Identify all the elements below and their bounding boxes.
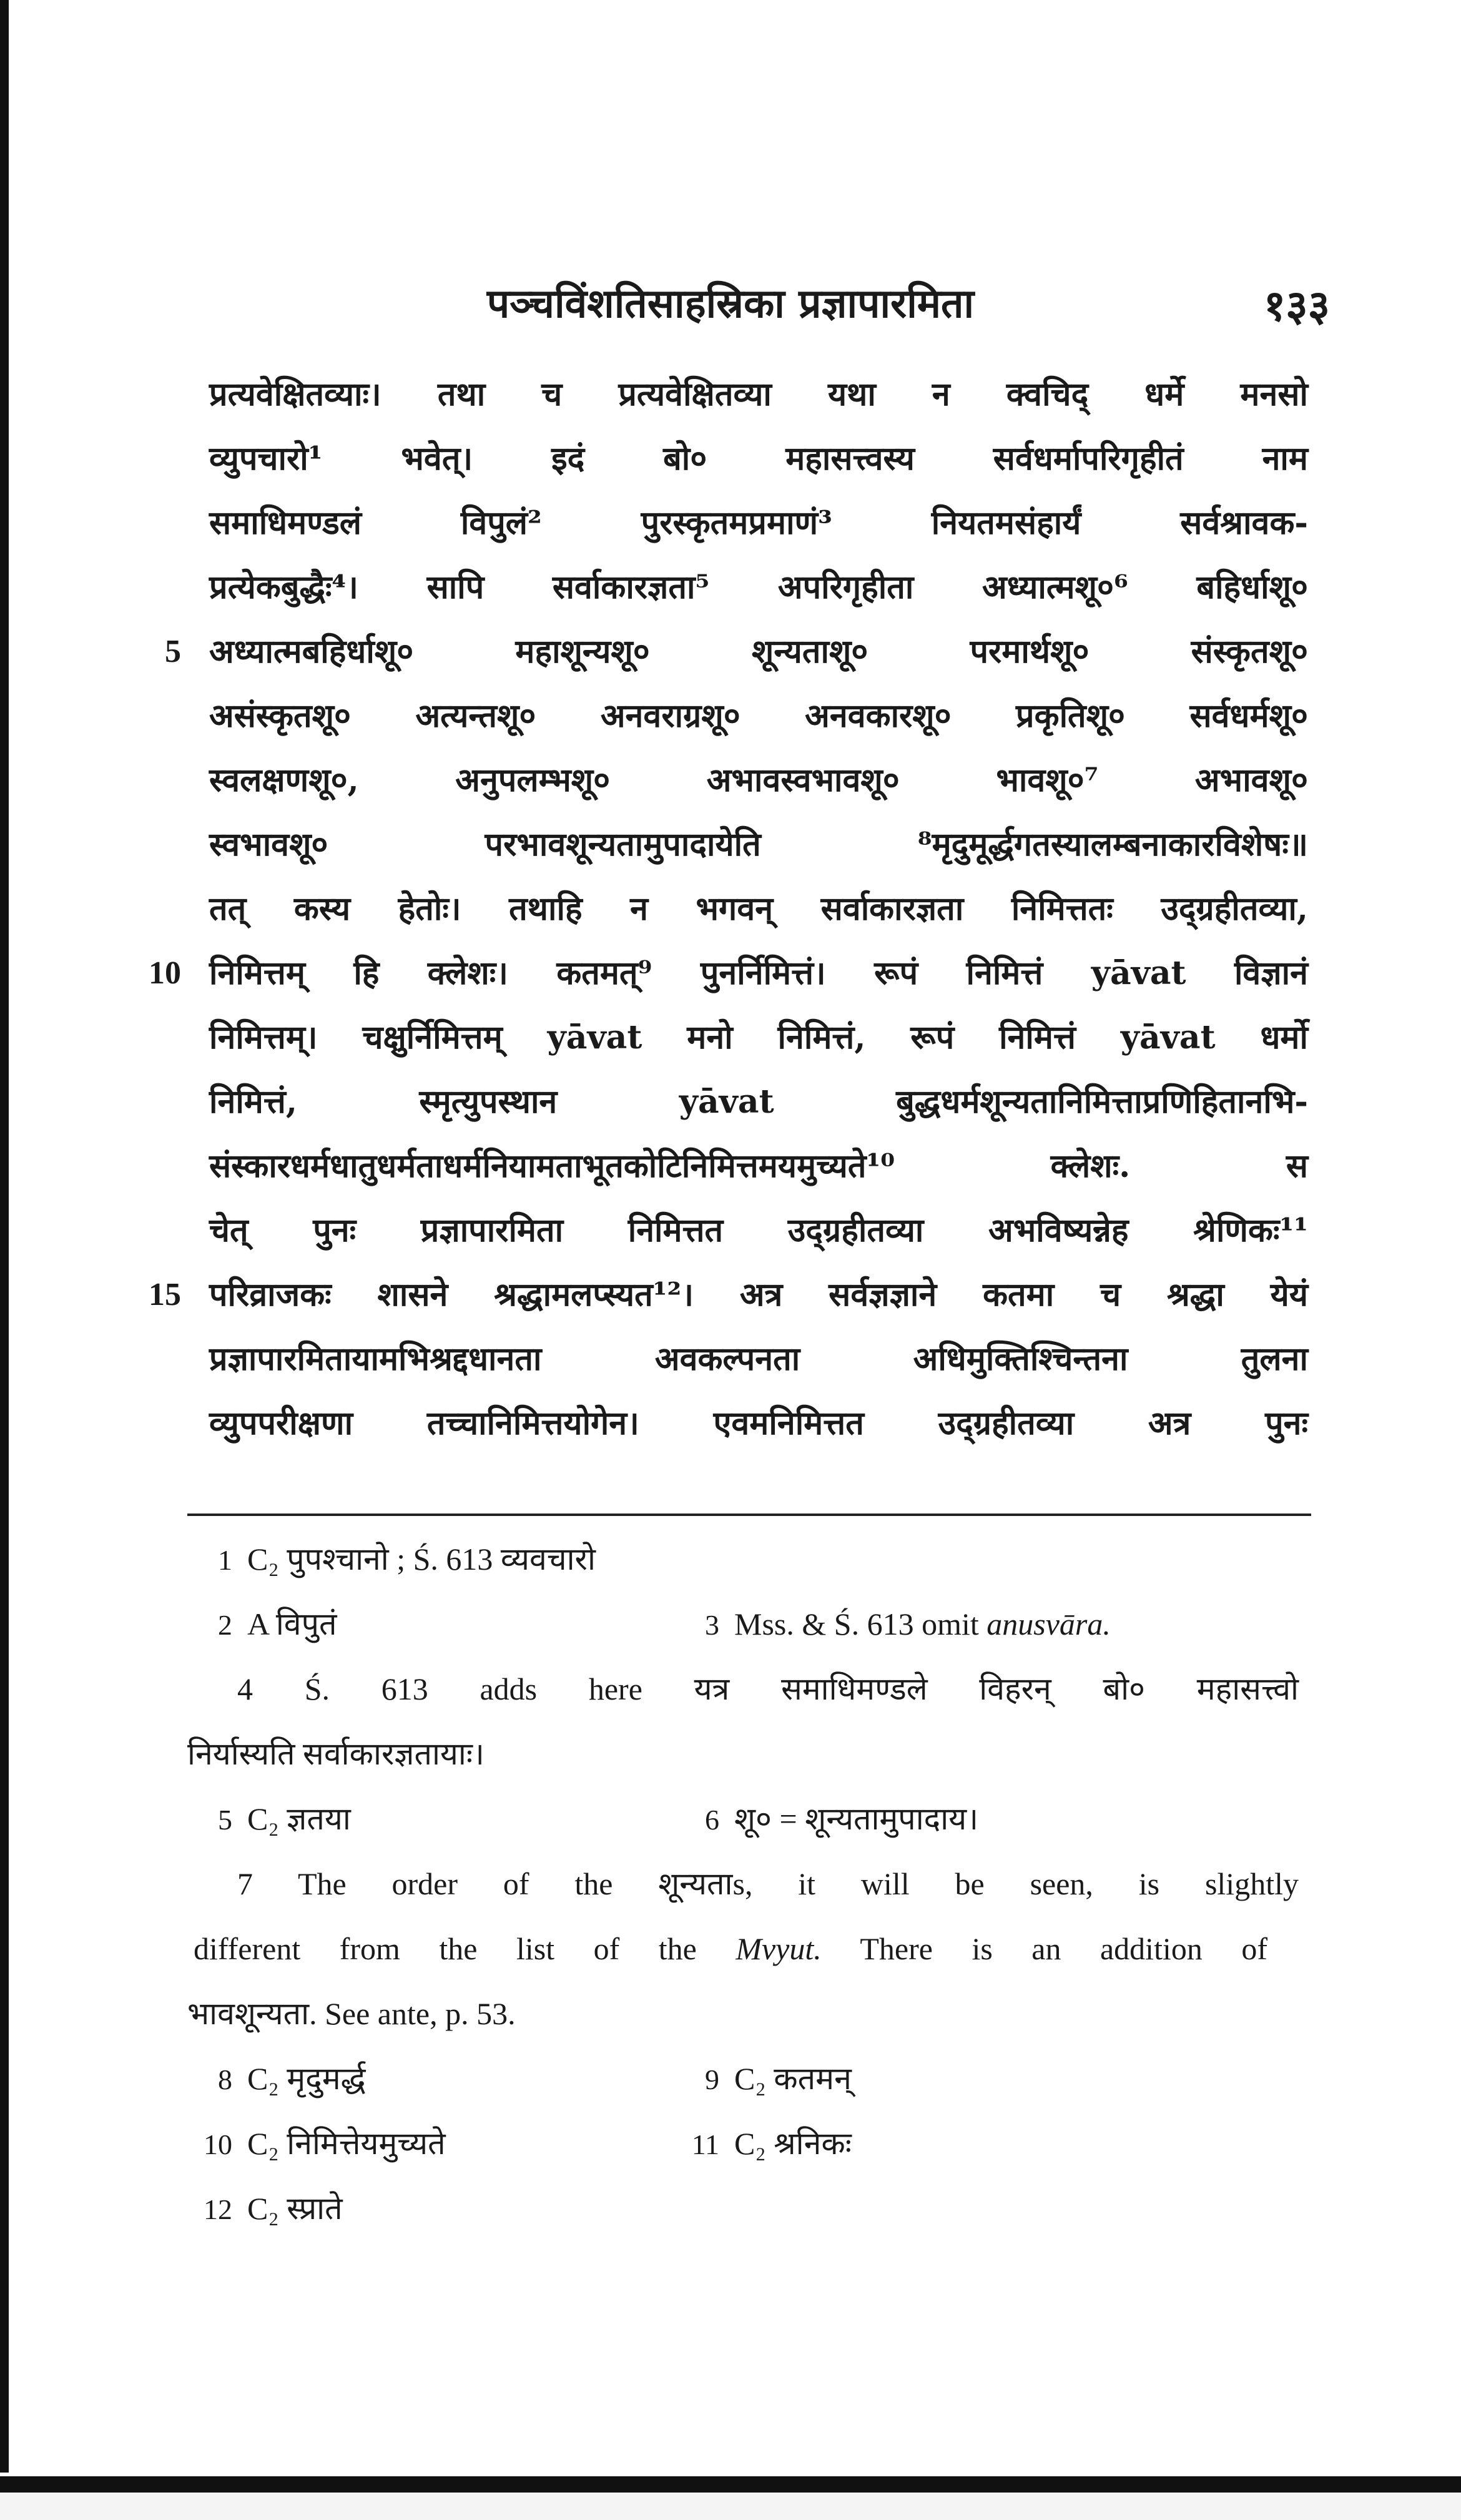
footnote-text: C₂ निमित्तेयमुच्यते — [247, 2126, 446, 2161]
footnote-number: 2 — [218, 1609, 232, 1641]
text-line — [209, 1198, 1308, 1262]
footnote-number: 12 — [204, 2193, 232, 2225]
footnote-number: 1 — [218, 1544, 232, 1576]
line-text: निमित्तं, स्मृत्युपस्थान yāvat बुद्धधर्मशून्यतानिमित्ताप्रणिहितानभि- — [209, 1083, 1308, 1121]
line-text: स्वभावशू० परभावशून्यतामुपादायेति ⁸मृदुमूर्द्धगतस्यालम्बनाकारविशेषः॥ — [209, 825, 1308, 864]
footnote-text: A विपुतं — [247, 1607, 337, 1641]
footnote-continuation — [187, 1981, 1311, 2046]
line-text: चेत् पुनः प्रज्ञापारमिता निमित्तत उद्ग्रहीतव्या अभविष्यन्नेह श्रेणिकः¹¹ — [209, 1211, 1308, 1249]
line-text: परिव्राजकः शासने श्रद्धामलप्स्यत¹²। अत्र सर्वज्ञज्ञाने कतमा च श्रद्धा येयं — [209, 1276, 1308, 1314]
line-number: 5 — [165, 634, 181, 669]
line-text: तत् कस्य हेतोः। तथाहि न भगवन् सर्वाकारज्ञता निमित्ततः उद्ग्रहीतव्या, — [209, 890, 1308, 928]
footnote-text: C₂ कतमन् — [734, 2061, 852, 2096]
text-line — [209, 1327, 1308, 1391]
footnote-number: 7 — [237, 1866, 253, 1901]
footnote-number: 3 — [705, 1609, 719, 1641]
text-line — [209, 684, 1308, 748]
footnote-text: The order of the शून्यताs, it will be seen, is slightly — [297, 1866, 1299, 1901]
text-line — [209, 426, 1308, 491]
footnote-number: 8 — [218, 2064, 232, 2095]
footnote-divider — [187, 1513, 1311, 1516]
footnote-continuation — [187, 1721, 1311, 1786]
text-line — [165, 619, 1308, 684]
line-text: असंस्कृतशू० अत्यन्तशू० अनवराग्रशू० अनवकारशू० प्रकृतिशू० सर्वधर्मशू० — [209, 697, 1308, 735]
left-binding-edge — [0, 0, 9, 2473]
text-line — [209, 1134, 1308, 1198]
text-line — [209, 362, 1308, 426]
line-text: प्रत्येकबुद्धैः⁴। सापि सर्वाकारज्ञता⁵ अपरिगृहीता अध्यात्मशू०⁶ बहिर्धाशू० — [209, 568, 1308, 606]
line-text: प्रत्यवेक्षितव्याः। तथा च प्रत्यवेक्षितव्या यथा न क्वचिद् धर्मे मनसो — [209, 375, 1308, 413]
text-line — [209, 877, 1308, 941]
footnote-row — [187, 1527, 1311, 1592]
footnote-text: C₂ स्प्राते — [247, 2191, 343, 2226]
footnote-text: निर्यास्यति सर्वाकारज्ञतायाः। — [187, 1736, 485, 1771]
footnote-text: Mss. & Ś. 613 omit — [734, 1607, 979, 1641]
text-line — [209, 1005, 1308, 1070]
main-text-block — [149, 362, 1308, 1455]
footnote-text: शू० = शून्यतामुपादाय। — [734, 1801, 979, 1836]
text-line — [209, 555, 1308, 619]
line-text: व्युपपरीक्षणा तच्चानिमित्तयोगेन। एवमनिमित्तत उद्ग्रहीतव्या अत्र पुनः — [209, 1404, 1308, 1442]
text-line — [209, 748, 1308, 812]
footnote-text: C₂ मृदुमर्द्ध — [247, 2061, 366, 2096]
text-line — [209, 1070, 1308, 1134]
line-text: अध्यात्मबहिर्धाशू० महाशून्यशू० शून्यताशू० परमार्थशू० संस्कृतशू० — [209, 632, 1308, 671]
bottom-binding-edge — [0, 2476, 1461, 2493]
footnote-column-2 — [674, 1786, 978, 1853]
page-number: १३३ — [1263, 281, 1330, 331]
footnote-italic: Mvyut. — [735, 1931, 822, 1966]
footnote-text: C₂ ज्ञतया — [247, 1801, 351, 1836]
footnote-text: Ś. 613 adds here यत्र समाधिमण्डले विहरन् बो० महासत्त्वो — [304, 1671, 1299, 1706]
line-text: निमित्तम् हि क्लेशः। कतमत्⁹ पुनर्निमित्तं। रूपं निमित्तं yāvat विज्ञानं — [209, 954, 1308, 992]
footnote-number: 9 — [705, 2064, 719, 2095]
footnote-text: C₂ पुपश्चानो ; Ś. 613 व्यवचारो — [247, 1542, 596, 1577]
line-text: स्वलक्षणशू०, अनुपलम्भशू० अभावस्वभावशू० भावशू०⁷ अभावशू० — [209, 761, 1308, 799]
running-header-title: पञ्चविंशतिसाहस्रिका प्रज्ञापारमिता — [486, 280, 975, 327]
footnote-text: भावशून्यता. See ante, p. 53. — [187, 1996, 516, 2031]
footnotes-block — [187, 1527, 1311, 2241]
bottom-page-shadow — [0, 2493, 1461, 2520]
line-text: प्रज्ञापारमितायामभिश्रद्दधानता अवकल्पनता अधिमुक्तिश्चिन्तना तुलना — [209, 1340, 1308, 1378]
footnote-text: C₂ श्रनिकः — [734, 2126, 852, 2161]
line-text: समाधिमण्डलं विपुलं² पुरस्कृतमप्रमाणं³ नियतमसंहार्यं सर्वश्रावक- — [209, 504, 1308, 542]
footnote-italic: anusvāra. — [986, 1607, 1111, 1641]
footnote-column-2 — [674, 2111, 852, 2177]
text-line — [209, 812, 1308, 877]
footnote-row — [187, 1592, 1311, 1656]
footnote-number: 5 — [218, 1804, 232, 1836]
footnote-number: 6 — [705, 1804, 719, 1836]
text-line — [149, 1262, 1308, 1327]
text-line — [209, 1391, 1308, 1455]
line-number: 15 — [149, 1277, 181, 1312]
text-line — [149, 941, 1308, 1005]
footnote-column-2 — [674, 2046, 852, 2112]
footnote-text: There is an addition of — [860, 1931, 1267, 1966]
footnote-row — [187, 1851, 1299, 1916]
footnote-column-2 — [674, 1592, 1111, 1658]
footnote-row — [187, 2046, 1311, 2111]
footnote-row — [187, 1656, 1299, 1721]
footnote-number: 4 — [237, 1671, 253, 1706]
text-line — [209, 491, 1308, 555]
footnote-text: different from the list of the — [194, 1931, 697, 1966]
footnote-row — [187, 1786, 1311, 1851]
footnote-number: 10 — [204, 2129, 232, 2160]
line-text: निमित्तम्। चक्षुर्निमित्तम् yāvat मनो निमित्तं, रूपं निमित्तं yāvat धर्मो — [209, 1018, 1308, 1056]
line-text: व्युपचारो¹ भवेत्। इदं बो० महासत्त्वस्य सर्वधर्मापरिगृहीतं नाम — [209, 440, 1308, 478]
footnote-number: 11 — [691, 2129, 719, 2160]
footnote-continuation — [187, 1916, 1267, 1981]
footnote-row — [187, 2111, 1311, 2176]
line-number: 10 — [149, 955, 181, 991]
line-text: संस्कारधर्मधातुधर्मताधर्मनियामताभूतकोटिनिमित्तमयमुच्यते¹⁰ क्लेशः. स — [209, 1147, 1308, 1185]
footnote-row — [187, 2176, 1311, 2241]
